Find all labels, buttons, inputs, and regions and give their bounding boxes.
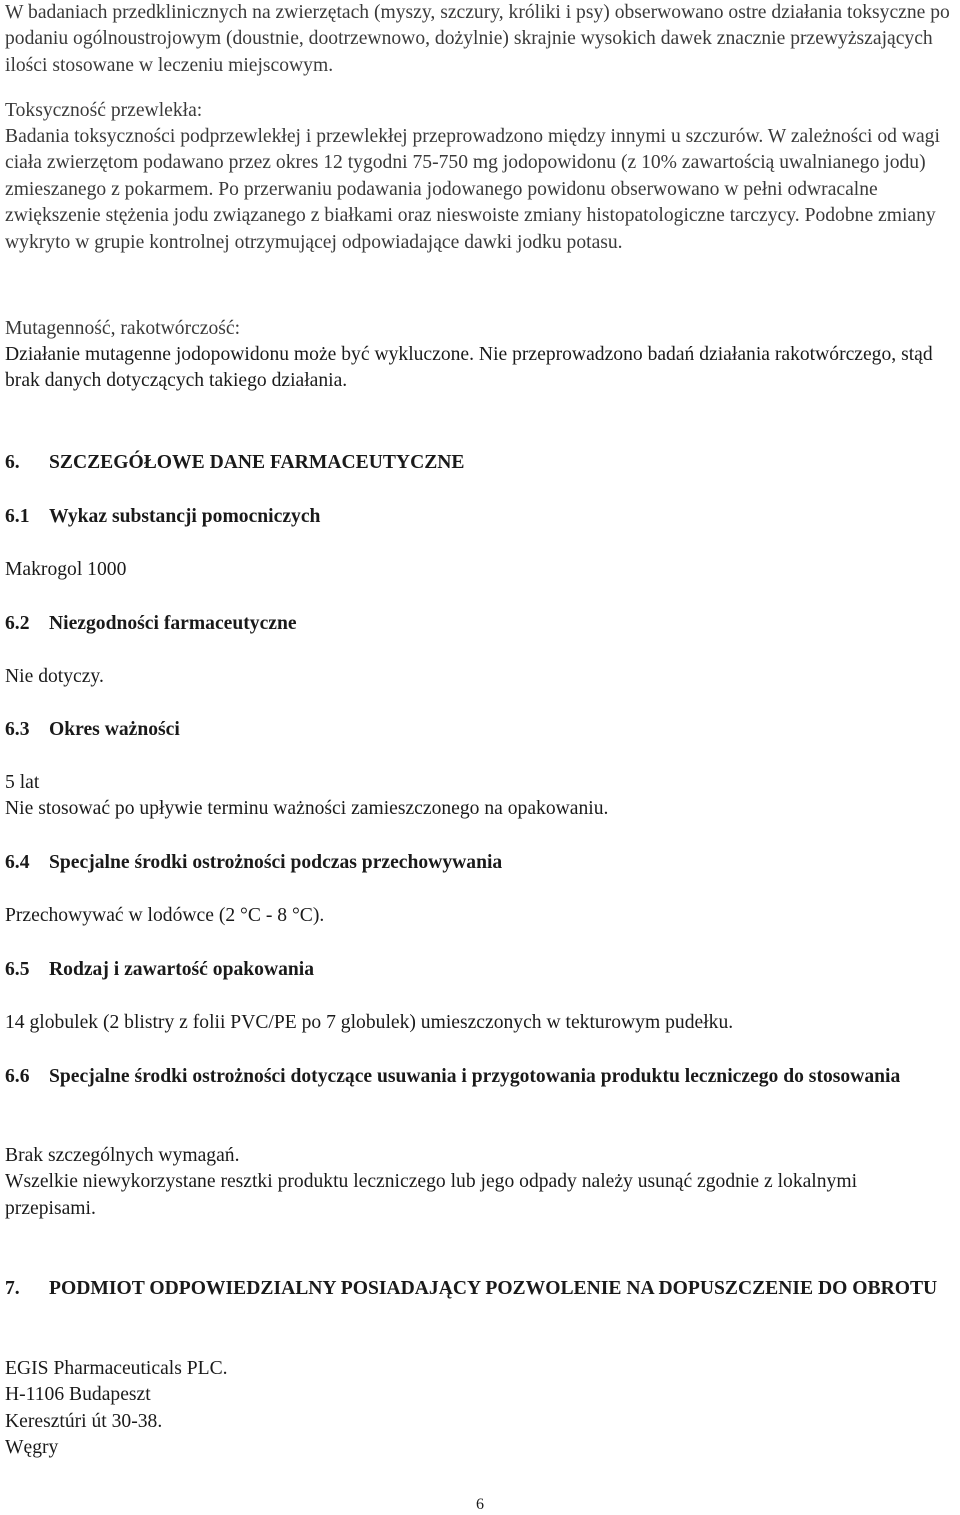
holder-city: H-1106 Budapeszt <box>5 1384 151 1406</box>
section-6-4-heading <box>5 850 950 876</box>
incompatibilities-text: Nie dotyczy. <box>5 666 104 687</box>
marketing-authorisation-holder <box>5 1356 950 1462</box>
storage-text: Przechowywać w lodówce (2 °C - 8 °C). <box>5 905 325 926</box>
shelf-life-text <box>5 770 950 823</box>
chronic-toxicity-paragraph: Badania toksyczności podprzewlekłej i przewlekłej przeprowadzono między innymi u szczurów. W zależności od wagi ciała zwierzętom podawano przez okres 12 tygodni 75-750 mg jodopowidonu (z 10% zawartością uwalnianego jodu) zmieszanego z pokarmem. Po przerwaniu podawania jodowanego powidonu obserwowano w pełni odwracalne zwiększenie stężenia jodu związanego z białkami oraz nieswoiste zmiany histopatologiczne tarczycy. Podobne zmiany wykryto w grupie kontrolnej otrzymującej odpowiadające dawki jodku potasu. <box>5 126 940 253</box>
packaging-text: 14 globulek (2 blistry z folii PVC/PE po 7 globulek) umieszczonych w tekturowym pudełku. <box>5 1012 734 1033</box>
holder-street: Keresztúri út 30-38. <box>5 1410 163 1432</box>
section-6-6-heading <box>5 1064 950 1090</box>
disposal-requirements: Brak szczególnych wymagań. <box>5 1145 240 1166</box>
section-number: 6.3 <box>5 719 30 740</box>
section-title: Okres ważności <box>49 719 180 740</box>
section-title: Specjalne środki ostrożności dotyczące usuwania i przygotowania produktu leczniczego do stosowania <box>49 1066 901 1087</box>
holder-name: EGIS Pharmaceuticals PLC. <box>5 1358 228 1379</box>
mutagenicity-paragraph: Działanie mutagenne jodopowidonu może być wykluczone. Nie przeprowadzono badań działania rakotwórczego, stąd brak danych dotyczących takiego działania. <box>5 344 933 392</box>
section-6-heading <box>5 450 950 476</box>
section-number: 6.4 <box>5 852 30 873</box>
page-number: 6 <box>476 1496 484 1513</box>
section-number: 6.2 <box>5 613 30 634</box>
shelf-life-duration: 5 lat <box>5 772 40 793</box>
section-7-heading <box>5 1276 950 1302</box>
section-6-3-heading <box>5 717 950 743</box>
section-number: 6.5 <box>5 959 30 980</box>
holder-country: Węgry <box>5 1437 59 1459</box>
mutagenicity-heading: Mutagenność, rakotwórczość: <box>5 318 241 339</box>
section-number: 6.6 <box>5 1066 30 1087</box>
excipients-text: Makrogol 1000 <box>5 559 127 580</box>
section-title: Specjalne środki ostrożności podczas przechowywania <box>49 852 503 873</box>
section-number: 7. <box>5 1278 20 1299</box>
section-title: Niezgodności farmaceutyczne <box>49 613 297 634</box>
section-6-2-heading <box>5 611 950 637</box>
shelf-life-note: Nie stosować po upływie terminu ważności zamieszczonego na opakowaniu. <box>5 798 609 820</box>
section-6-1-heading <box>5 504 950 530</box>
section-number: 6.1 <box>5 506 30 527</box>
chronic-toxicity-heading: Toksyczność przewlekła: <box>5 100 203 121</box>
section-title: SZCZEGÓŁOWE DANE FARMACEUTYCZNE <box>49 452 465 473</box>
section-title: Rodzaj i zawartość opakowania <box>49 959 315 980</box>
disposal-instructions: Wszelkie niewykorzystane resztki produktu leczniczego lub jego odpady należy usunąć zgodnie z lokalnymi przepisami. <box>5 1171 858 1219</box>
preclinical-paragraph: W badaniach przedklinicznych na zwierzętach (myszy, szczury, króliki i psy) obserwowano ostre działania toksyczne po podaniu ogólnoustrojowym (doustnie, dootrzewnowo, dożylnie) skrajnie wysokich dawek znacznie przewyższających ilości stosowane w leczeniu miejscowym. <box>5 2 950 76</box>
section-number: 6. <box>5 452 20 473</box>
section-6-5-heading <box>5 957 950 983</box>
section-title: Wykaz substancji pomocniczych <box>49 506 321 527</box>
section-title: PODMIOT ODPOWIEDZIALNY POSIADAJĄCY POZWOLENIE NA DOPUSZCZENIE DO OBROTU <box>49 1278 938 1299</box>
disposal-text <box>5 1143 950 1222</box>
